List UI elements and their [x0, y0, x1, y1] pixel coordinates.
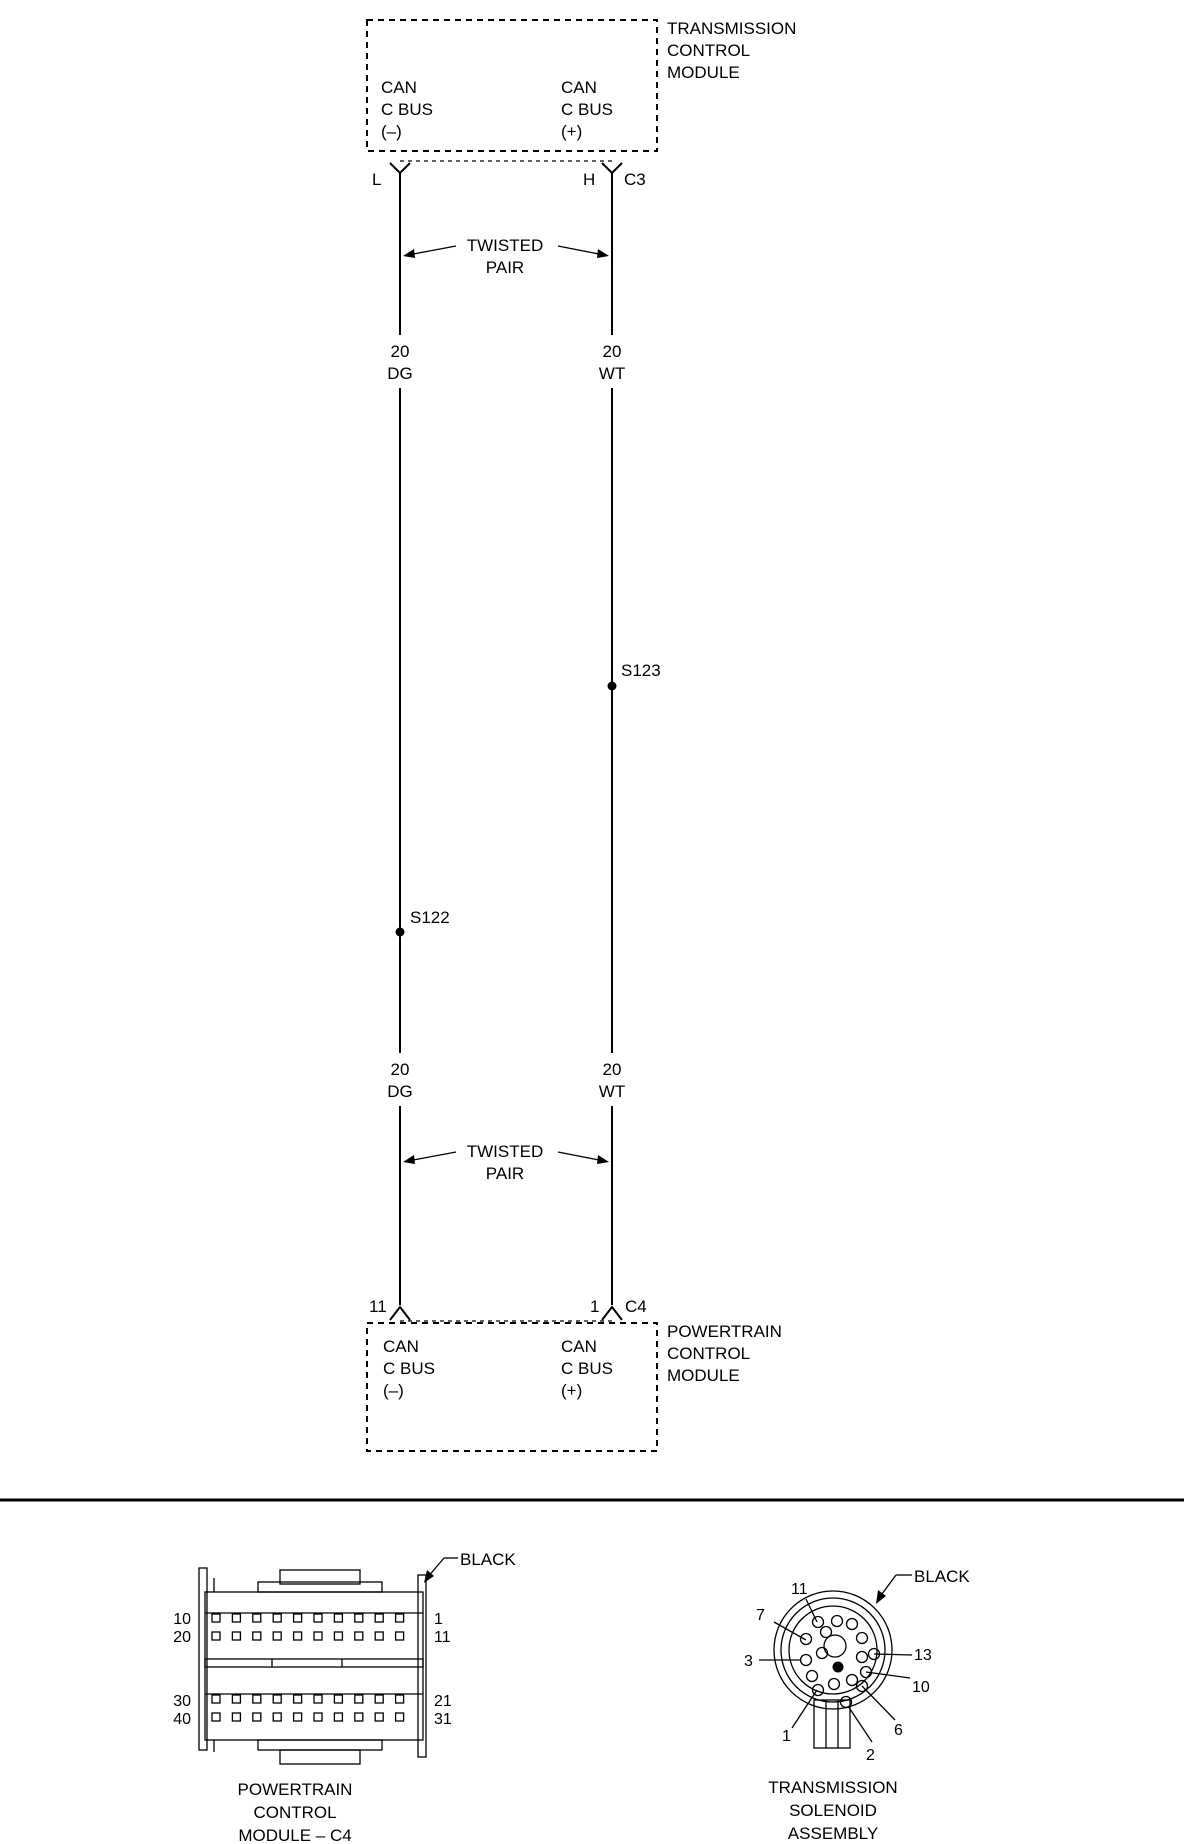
pcm-right-function-line-3: (+) — [561, 1381, 583, 1400]
pcm-right-function-line-1: CAN — [561, 1337, 597, 1356]
pcm-c4-pin-cavity — [355, 1695, 363, 1703]
right-wire-gauge-top: 20 — [602, 342, 622, 361]
splice-s123-label: S123 — [621, 661, 661, 680]
pcm-c4-center-rail — [205, 1659, 423, 1667]
twisted-pair-bottom-line-1: TWISTED — [466, 1142, 544, 1161]
pcm-c4-pin-cavity — [212, 1632, 220, 1640]
tcm-name-line-2: CONTROL — [667, 41, 751, 60]
pcm-left-pin-label: 11 — [369, 1297, 387, 1316]
pcm-c4-pin-cavity — [355, 1632, 363, 1640]
pcm-c4-color-label: BLACK — [460, 1550, 516, 1569]
twisted-pair-top-arrow-left — [408, 246, 456, 255]
pcm-c4-pin-cavity — [396, 1614, 404, 1622]
tcm-name-line-1: TRANSMISSION — [667, 19, 797, 38]
twisted-pair-top-arrowhead-left — [403, 249, 415, 258]
tcm-connector-c3 — [372, 161, 646, 189]
pcm-c4-connector-view — [173, 1550, 516, 1844]
left-wire-gauge-top: 20 — [390, 342, 410, 361]
pcm-c4-pin-cavity — [253, 1614, 261, 1622]
twisted-pair-top-arrowhead-right — [597, 249, 609, 258]
pcm-c4-pin-cavity — [232, 1695, 240, 1703]
pcm-c4-caption-line-3: MODULE – C4 — [238, 1826, 352, 1844]
twisted-pair-top-line-1: TWISTED — [466, 236, 544, 255]
pcm-c4-right-rail — [418, 1575, 426, 1757]
tcm-right-function-line-1: CAN — [561, 78, 597, 97]
tsa-pin-label-3: 3 — [744, 1653, 753, 1670]
pcm-c4-pin-num-30: 30 — [173, 1693, 191, 1710]
pcm-c4-pin-cavity — [273, 1695, 281, 1703]
tsa-pin-label-7: 7 — [756, 1607, 765, 1624]
tsa-pin-cavity — [832, 1616, 843, 1627]
tcm-right-function-line-3: (+) — [561, 122, 583, 141]
splice-s122-label: S122 — [410, 908, 450, 927]
tsa-pin-cavity — [813, 1617, 824, 1628]
twisted-pair-annotation-top — [403, 236, 609, 277]
tcm-module — [367, 19, 796, 151]
pcm-c4-pin-cavity — [334, 1713, 342, 1721]
twisted-pair-bottom-arrow-left — [408, 1152, 456, 1161]
tsa-pin-cavity — [857, 1633, 868, 1644]
pcm-c4-pin-num-20: 20 — [173, 1629, 191, 1646]
pcm-c4-pin-cavity — [273, 1632, 281, 1640]
tsa-connector-view — [744, 1567, 970, 1843]
tsa-pin-cavity — [829, 1679, 840, 1690]
left-wire-dg — [387, 173, 449, 1305]
splice-s122-dot — [396, 928, 405, 937]
tcm-left-function-line-3: (–) — [381, 122, 402, 141]
tcm-name-line-3: MODULE — [667, 63, 740, 82]
pcm-c4-pin-cavity — [334, 1632, 342, 1640]
right-wire-color-top: WT — [598, 364, 626, 383]
tsa-leader-7 — [774, 1622, 806, 1640]
tcm-connector-label: C3 — [624, 170, 646, 189]
tsa-pin-cavity — [821, 1627, 832, 1638]
pcm-c4-bottom-key — [280, 1750, 360, 1764]
pcm-right-pin-chevron — [602, 1307, 622, 1320]
right-wire-wt — [599, 173, 661, 1305]
tcm-left-pin-chevron — [390, 163, 410, 173]
pcm-c4-pin-cavity — [212, 1713, 220, 1721]
pcm-connector-label: C4 — [625, 1297, 647, 1316]
pcm-c4-bottom-latch — [258, 1740, 382, 1750]
pcm-c4-pin-cavity — [314, 1614, 322, 1622]
tsa-pin-cavity — [847, 1675, 858, 1686]
pcm-c4-pin-cavity — [232, 1713, 240, 1721]
tsa-pin-label-1: 1 — [782, 1728, 791, 1745]
pcm-name-line-3: MODULE — [667, 1366, 740, 1385]
left-wire-color-top: DG — [387, 364, 413, 383]
right-wire-gauge-bottom: 20 — [602, 1060, 622, 1079]
pcm-c4-pin-cavity — [232, 1614, 240, 1622]
pcm-c4-caption-line-2: CONTROL — [253, 1803, 337, 1822]
tsa-pin-label-6: 6 — [894, 1722, 903, 1739]
pcm-c4-pin-num-10: 10 — [173, 1611, 191, 1628]
pcm-c4-pin-cavity — [375, 1614, 383, 1622]
tsa-pin-cavity — [801, 1655, 812, 1666]
pcm-name-line-2: CONTROL — [667, 1344, 751, 1363]
tcm-left-function-line-1: CAN — [381, 78, 417, 97]
tsa-key-pin — [833, 1662, 844, 1673]
pcm-name-line-1: POWERTRAIN — [667, 1322, 782, 1341]
pcm-c4-pin-num-40: 40 — [173, 1711, 191, 1728]
tcm-left-function-line-2: C BUS — [381, 100, 433, 119]
pcm-c4-pin-cavity — [294, 1695, 302, 1703]
pcm-c4-pin-cavity — [355, 1713, 363, 1721]
splice-s123-dot — [608, 682, 617, 691]
pcm-c4-pin-cavity — [253, 1632, 261, 1640]
pcm-c4-pin-cavity — [314, 1695, 322, 1703]
pcm-c4-pin-cavity — [212, 1695, 220, 1703]
pcm-c4-pin-cavity — [396, 1695, 404, 1703]
tsa-leader-6 — [862, 1686, 895, 1720]
pcm-c4-pin-cavity — [294, 1614, 302, 1622]
tsa-outer-ring — [774, 1591, 892, 1709]
tsa-pin-cavity — [847, 1619, 858, 1630]
pcm-c4-pin-cavity — [375, 1713, 383, 1721]
pcm-c4-pin-cavity — [232, 1632, 240, 1640]
pcm-c4-pin-cavity — [253, 1713, 261, 1721]
tsa-pin-label-10: 10 — [912, 1679, 930, 1696]
pcm-right-pin-label: 1 — [590, 1297, 600, 1316]
left-wire-color-bottom: DG — [387, 1082, 413, 1101]
pcm-c4-pin-cavity — [396, 1632, 404, 1640]
pcm-c4-pin-cavity — [355, 1614, 363, 1622]
pcm-c4-pin-cavity — [294, 1713, 302, 1721]
pcm-c4-pin-num-11: 11 — [434, 1629, 451, 1646]
twisted-pair-bottom-arrowhead-left — [403, 1155, 415, 1164]
pcm-c4-pin-cavity — [253, 1695, 261, 1703]
twisted-pair-bottom-line-2: PAIR — [485, 1164, 525, 1183]
tcm-right-pin-chevron — [602, 163, 622, 173]
pcm-c4-pin-cavity — [273, 1614, 281, 1622]
pcm-module — [367, 1322, 782, 1451]
tsa-pin-cavity — [801, 1634, 812, 1645]
tsa-pin-cavity — [857, 1652, 868, 1663]
pcm-c4-pin-cavity — [334, 1695, 342, 1703]
twisted-pair-top-line-2: PAIR — [485, 258, 525, 277]
pcm-left-function-line-3: (–) — [383, 1381, 404, 1400]
pcm-left-function-line-2: C BUS — [383, 1359, 435, 1378]
pcm-c4-pin-cavity — [314, 1713, 322, 1721]
pcm-c4-pin-cavity — [396, 1713, 404, 1721]
pcm-c4-caption-line-1: POWERTRAIN — [237, 1780, 353, 1799]
pcm-c4-pin-cavity — [375, 1695, 383, 1703]
pcm-c4-pin-cavity — [212, 1614, 220, 1622]
tsa-caption-line-2: SOLENOID — [789, 1801, 877, 1820]
tsa-color-label: BLACK — [914, 1567, 970, 1586]
twisted-pair-bottom-arrow-right — [558, 1152, 604, 1161]
pcm-c4-pin-num-21: 21 — [434, 1693, 452, 1710]
pcm-c4-pin-num-31: 31 — [434, 1711, 452, 1728]
pcm-right-function-line-2: C BUS — [561, 1359, 613, 1378]
tsa-leader-2 — [848, 1706, 872, 1742]
pcm-c4-pin-cavity — [273, 1713, 281, 1721]
pcm-c4-pin-cavity — [314, 1632, 322, 1640]
tsa-pin-cavity — [807, 1671, 818, 1682]
tcm-left-pin-label: L — [372, 170, 382, 189]
left-wire-gauge-bottom: 20 — [390, 1060, 410, 1079]
tsa-caption-line-1: TRANSMISSION — [768, 1778, 898, 1797]
pcm-connector-c4 — [369, 1297, 647, 1321]
pcm-c4-pin-cavity — [375, 1632, 383, 1640]
pcm-c4-pin-cavity — [294, 1632, 302, 1640]
twisted-pair-top-arrow-right — [558, 246, 604, 255]
right-wire-color-bottom: WT — [598, 1082, 626, 1101]
twisted-pair-bottom-arrowhead-right — [597, 1155, 609, 1164]
tsa-pin-label-13: 13 — [914, 1647, 932, 1664]
tsa-color-arrowhead — [876, 1590, 886, 1604]
tcm-right-pin-label: H — [583, 170, 596, 189]
tsa-caption-line-3: ASSEMBLY — [787, 1824, 879, 1843]
pcm-left-pin-chevron — [390, 1307, 410, 1320]
tsa-pin-label-2: 2 — [866, 1747, 875, 1764]
tcm-right-function-line-2: C BUS — [561, 100, 613, 119]
pcm-left-function-line-1: CAN — [383, 1337, 419, 1356]
pcm-c4-pin-cavity — [334, 1614, 342, 1622]
pcm-c4-pin-num-1: 1 — [434, 1611, 443, 1628]
twisted-pair-annotation-bottom — [403, 1142, 609, 1183]
tsa-pin-label-11: 11 — [791, 1581, 808, 1598]
